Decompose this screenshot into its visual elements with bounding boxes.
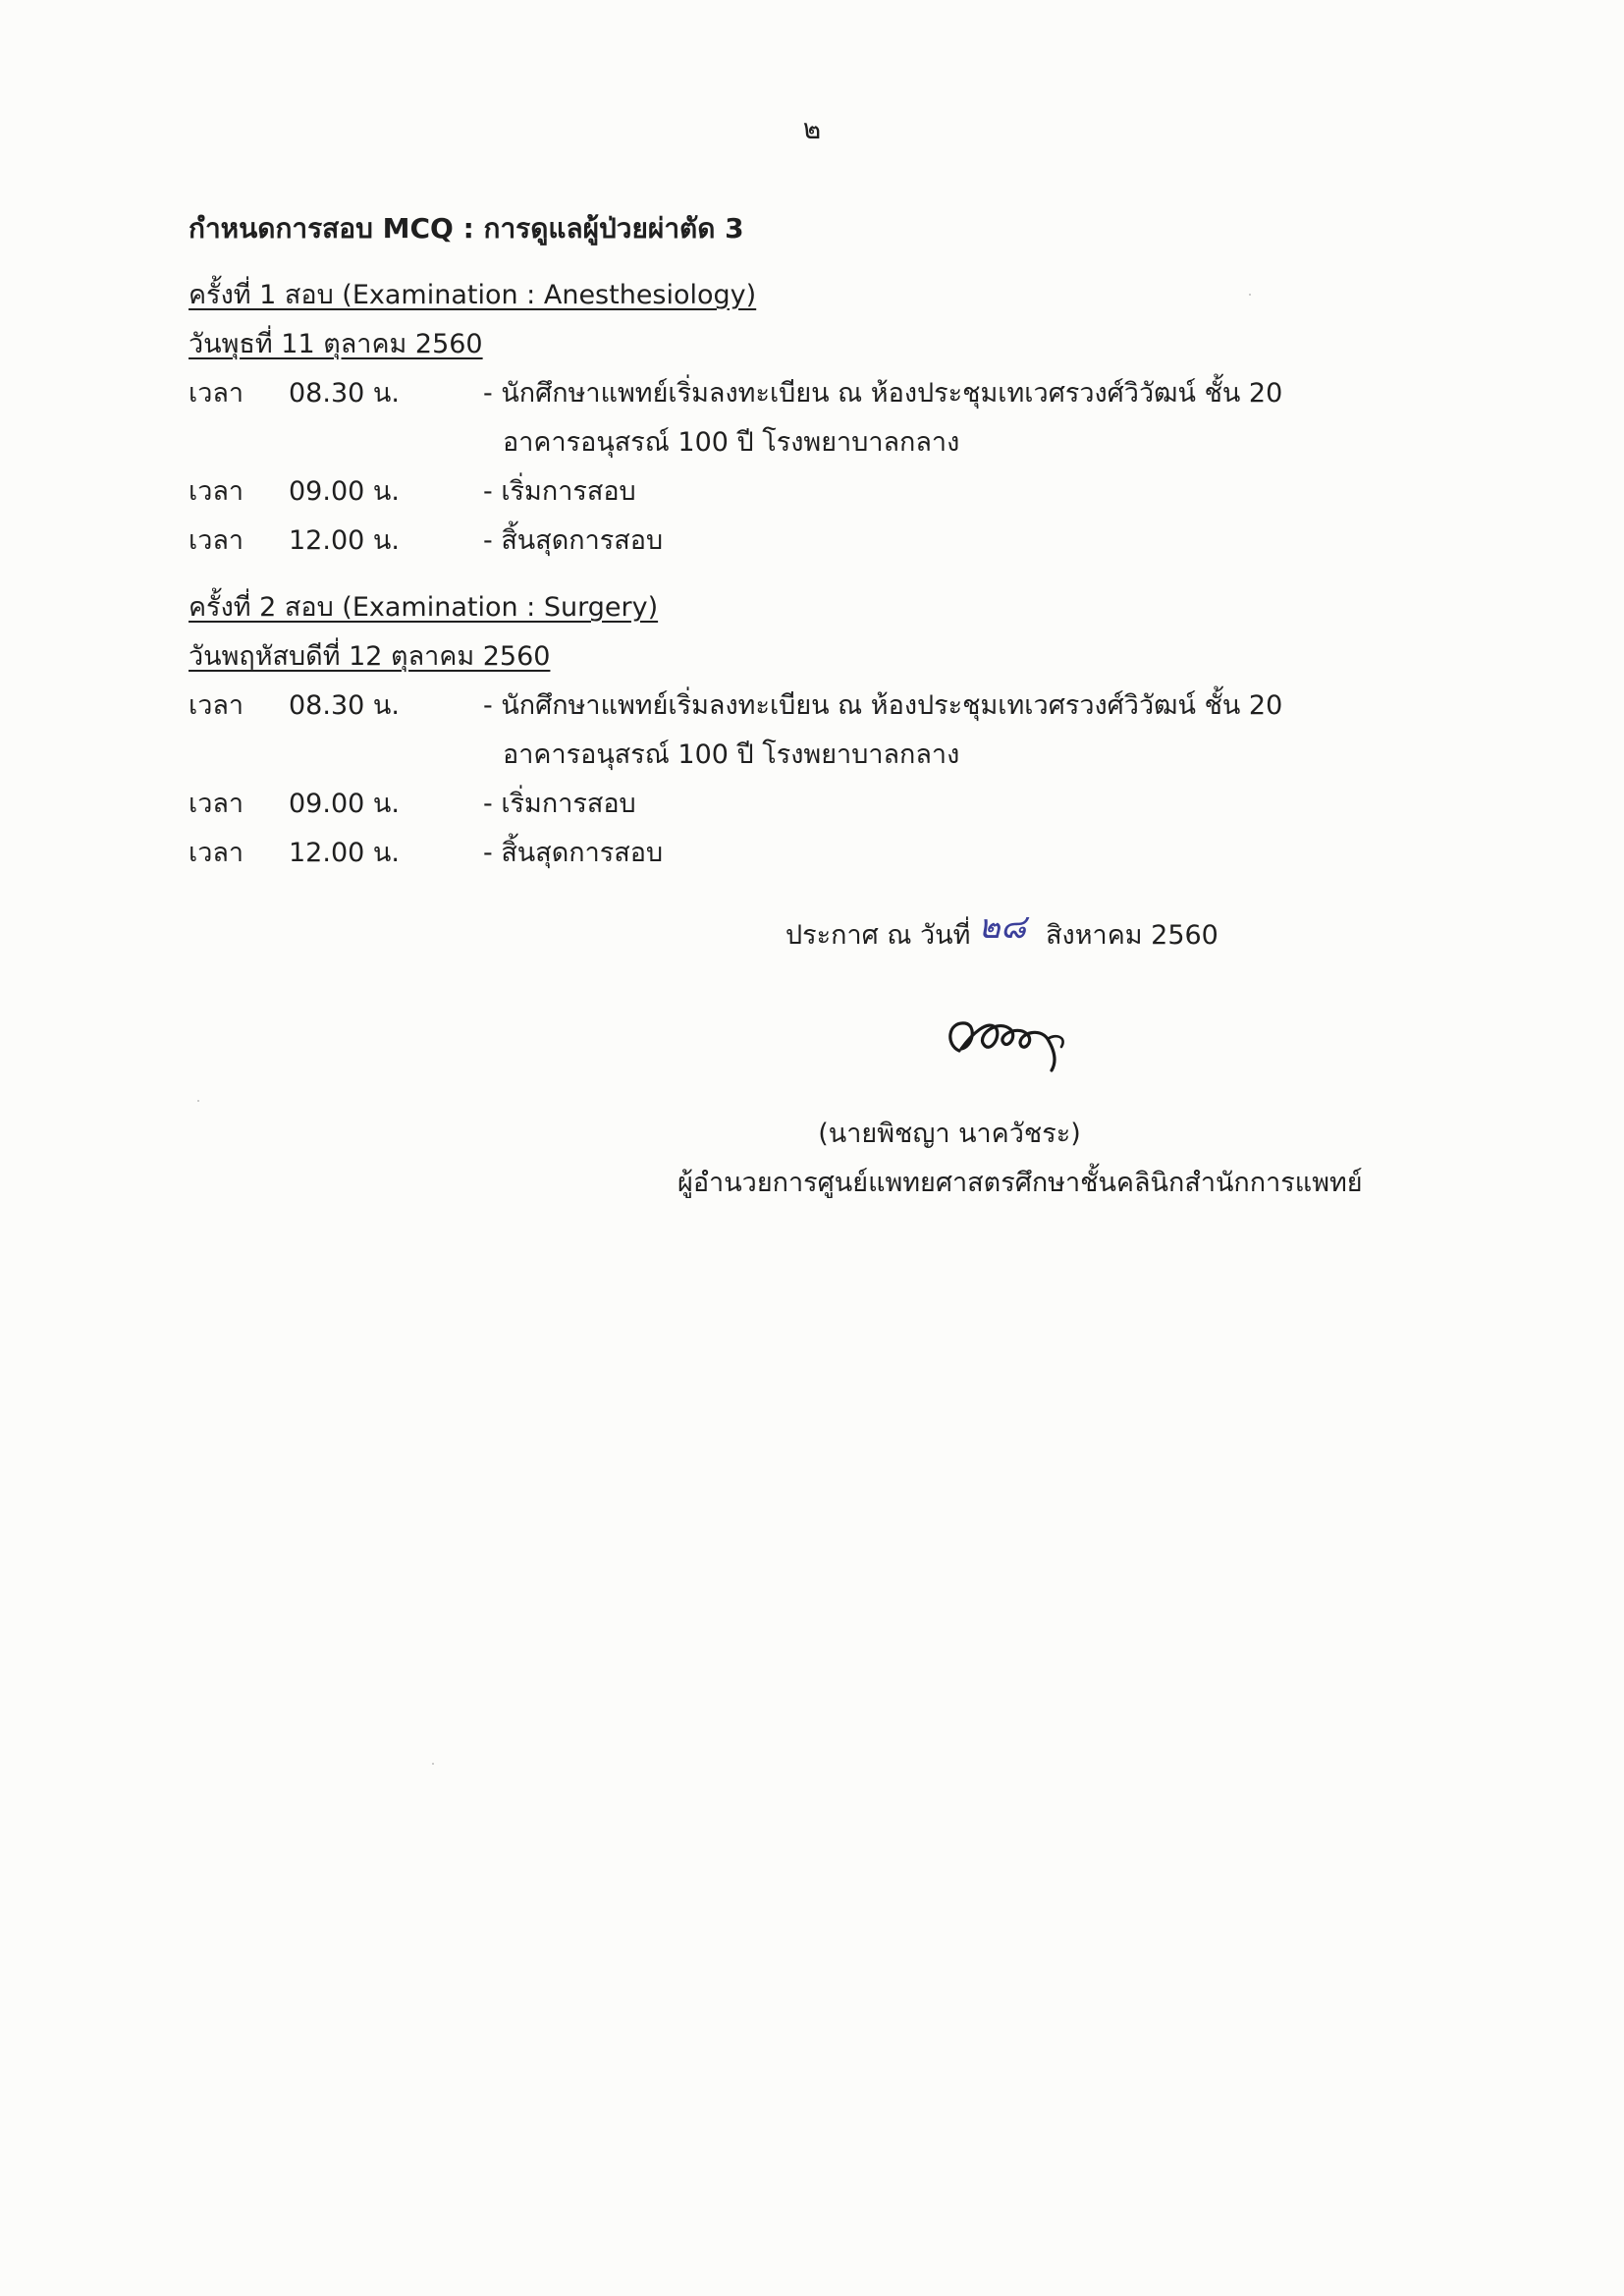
description-line-continued: อาคารอนุสรณ์ 100 ปี โรงพยาบาลกลาง [503, 427, 960, 458]
schedule-row [189, 467, 1416, 517]
description-line: - นักศึกษาแพทย์เริ่มลงทะเบียน ณ ห้องประชุมเทเวศรวงศ์วิวัฒน์ ชั้น 20 [483, 690, 1283, 721]
time-label: เวลา [189, 476, 244, 507]
time-label: เวลา [189, 525, 244, 556]
schedule-description: - สิ้นสุดการสอบ [483, 525, 664, 556]
session-date: วันพฤหัสบดีที่ 12 ตุลาคม 2560 [189, 641, 551, 672]
schedule-description [483, 369, 1416, 467]
scan-speck [1249, 294, 1251, 296]
session-date: วันพุธที่ 11 ตุลาคม 2560 [189, 329, 483, 359]
announcement-prefix: ประกาศ ณ วันที่ [785, 920, 971, 951]
schedule-description: - เริ่มการสอบ [483, 476, 636, 507]
schedule-description: - สิ้นสุดการสอบ [483, 838, 664, 868]
time-value: 08.30 น. [289, 690, 400, 721]
time-value: 09.00 น. [289, 476, 400, 507]
session-title: ครั้งที่ 2 สอบ (Examination : Surgery) [189, 592, 659, 623]
announcement-month-year: สิงหาคม 2560 [1046, 920, 1218, 951]
handwritten-day: ๒๘ [978, 907, 1027, 947]
document-body [189, 204, 1416, 896]
schedule-row [189, 780, 1416, 829]
schedule-row [189, 682, 1416, 780]
document-heading: กำหนดการสอบ MCQ : การดูแลผู้ป่วยผ่าตัด 3 [189, 212, 744, 245]
session-title: ครั้งที่ 1 สอบ (Examination : Anesthesiology) [189, 280, 757, 310]
time-label: เวลา [189, 690, 244, 721]
schedule-description [483, 682, 1416, 780]
announcement-date [785, 908, 1218, 960]
time-value: 12.00 น. [289, 525, 400, 556]
time-label: เวลา [189, 789, 244, 819]
time-value: 08.30 น. [289, 378, 400, 409]
schedule-row [189, 369, 1416, 467]
page-number: ๒ [802, 113, 822, 145]
description-line: - นักศึกษาแพทย์เริ่มลงทะเบียน ณ ห้องประชุมเทเวศรวงศ์วิวัฒน์ ชั้น 20 [483, 378, 1283, 409]
exam-session-1 [189, 271, 1416, 566]
handwritten-signature [938, 1000, 1085, 1078]
exam-session-2 [189, 583, 1416, 878]
scan-speck [197, 1100, 199, 1102]
scan-speck [432, 1763, 434, 1765]
schedule-row [189, 517, 1416, 566]
time-label: เวลา [189, 378, 244, 409]
schedule-description: - เริ่มการสอบ [483, 789, 636, 819]
schedule-row [189, 829, 1416, 878]
signer-title: ผู้อำนวยการศูนย์แพทยศาสตรศึกษาชั้นคลินิกสำนักการแพทย์ [677, 1168, 1363, 1198]
signer-name: (นายพิชญา นาควัชระ) [818, 1119, 1081, 1149]
description-line-continued: อาคารอนุสรณ์ 100 ปี โรงพยาบาลกลาง [503, 739, 960, 770]
time-value: 12.00 น. [289, 838, 400, 868]
time-value: 09.00 น. [289, 789, 400, 819]
time-label: เวลา [189, 838, 244, 868]
